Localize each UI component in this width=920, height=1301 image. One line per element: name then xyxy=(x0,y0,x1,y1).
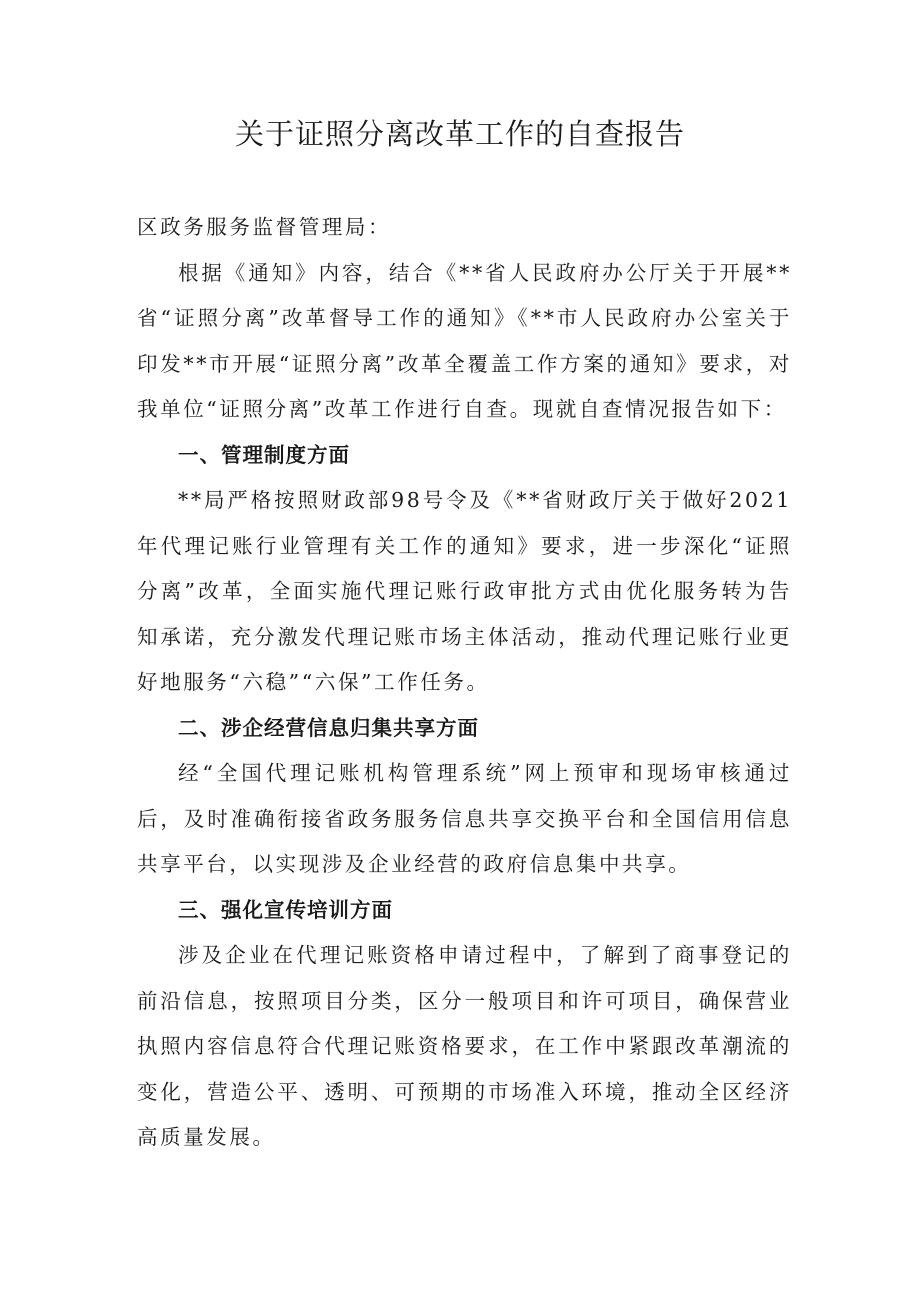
intro-paragraph: 根据《通知》内容，结合《**省人民政府办公厅关于开展**省“证照分离”改革督导工作的通知》《**市人民政府办公室关于印发**市开展“证照分离”改革全覆盖工作方案的通知》要求，对我单位“证照分离”改革工作进行自查。现就自查情况报告如下： xyxy=(137,260,792,421)
salutation: 区政务服务监督管理局： xyxy=(137,215,392,239)
section-body-info-sharing: 经“全国代理记账机构管理系统”网上预审和现场审核通过后，及时准确衔接省政务服务信息共享交换平台和全国信用信息共享平台，以实现涉及企业经营的政府信息集中共享。 xyxy=(137,761,792,876)
section-body-management: **局严格按照财政部98号令及《**省财政厅关于做好2021年代理记账行业管理有关工作的通知》要求，进一步深化“证照分离”改革，全面实施代理记账行政审批方式由优化服务转为告知承诺，充分激发代理记账市场主体活动，推动代理记账行业更好地服务“六稳”“六保”工作任务。 xyxy=(137,488,792,694)
document-title: 关于证照分离改革工作的自查报告 xyxy=(234,117,685,151)
section-heading-management: 一、管理制度方面 xyxy=(178,442,350,467)
section-body-publicity-training: 涉及企业在代理记账资格申请过程中，了解到了商事登记的前沿信息，按照项目分类，区分一般项目和许可项目，确保营业执照内容信息符合代理记账资格要求，在工作中紧跟改革潮流的变化，营造公平、透明、可预期的市场准入环境，推动全区经济高质量发展。 xyxy=(137,943,792,1149)
section-heading-info-sharing: 二、涉企经营信息归集共享方面 xyxy=(178,715,479,740)
section-heading-publicity-training: 三、强化宣传培训方面 xyxy=(178,897,393,922)
document-body xyxy=(137,205,792,1161)
